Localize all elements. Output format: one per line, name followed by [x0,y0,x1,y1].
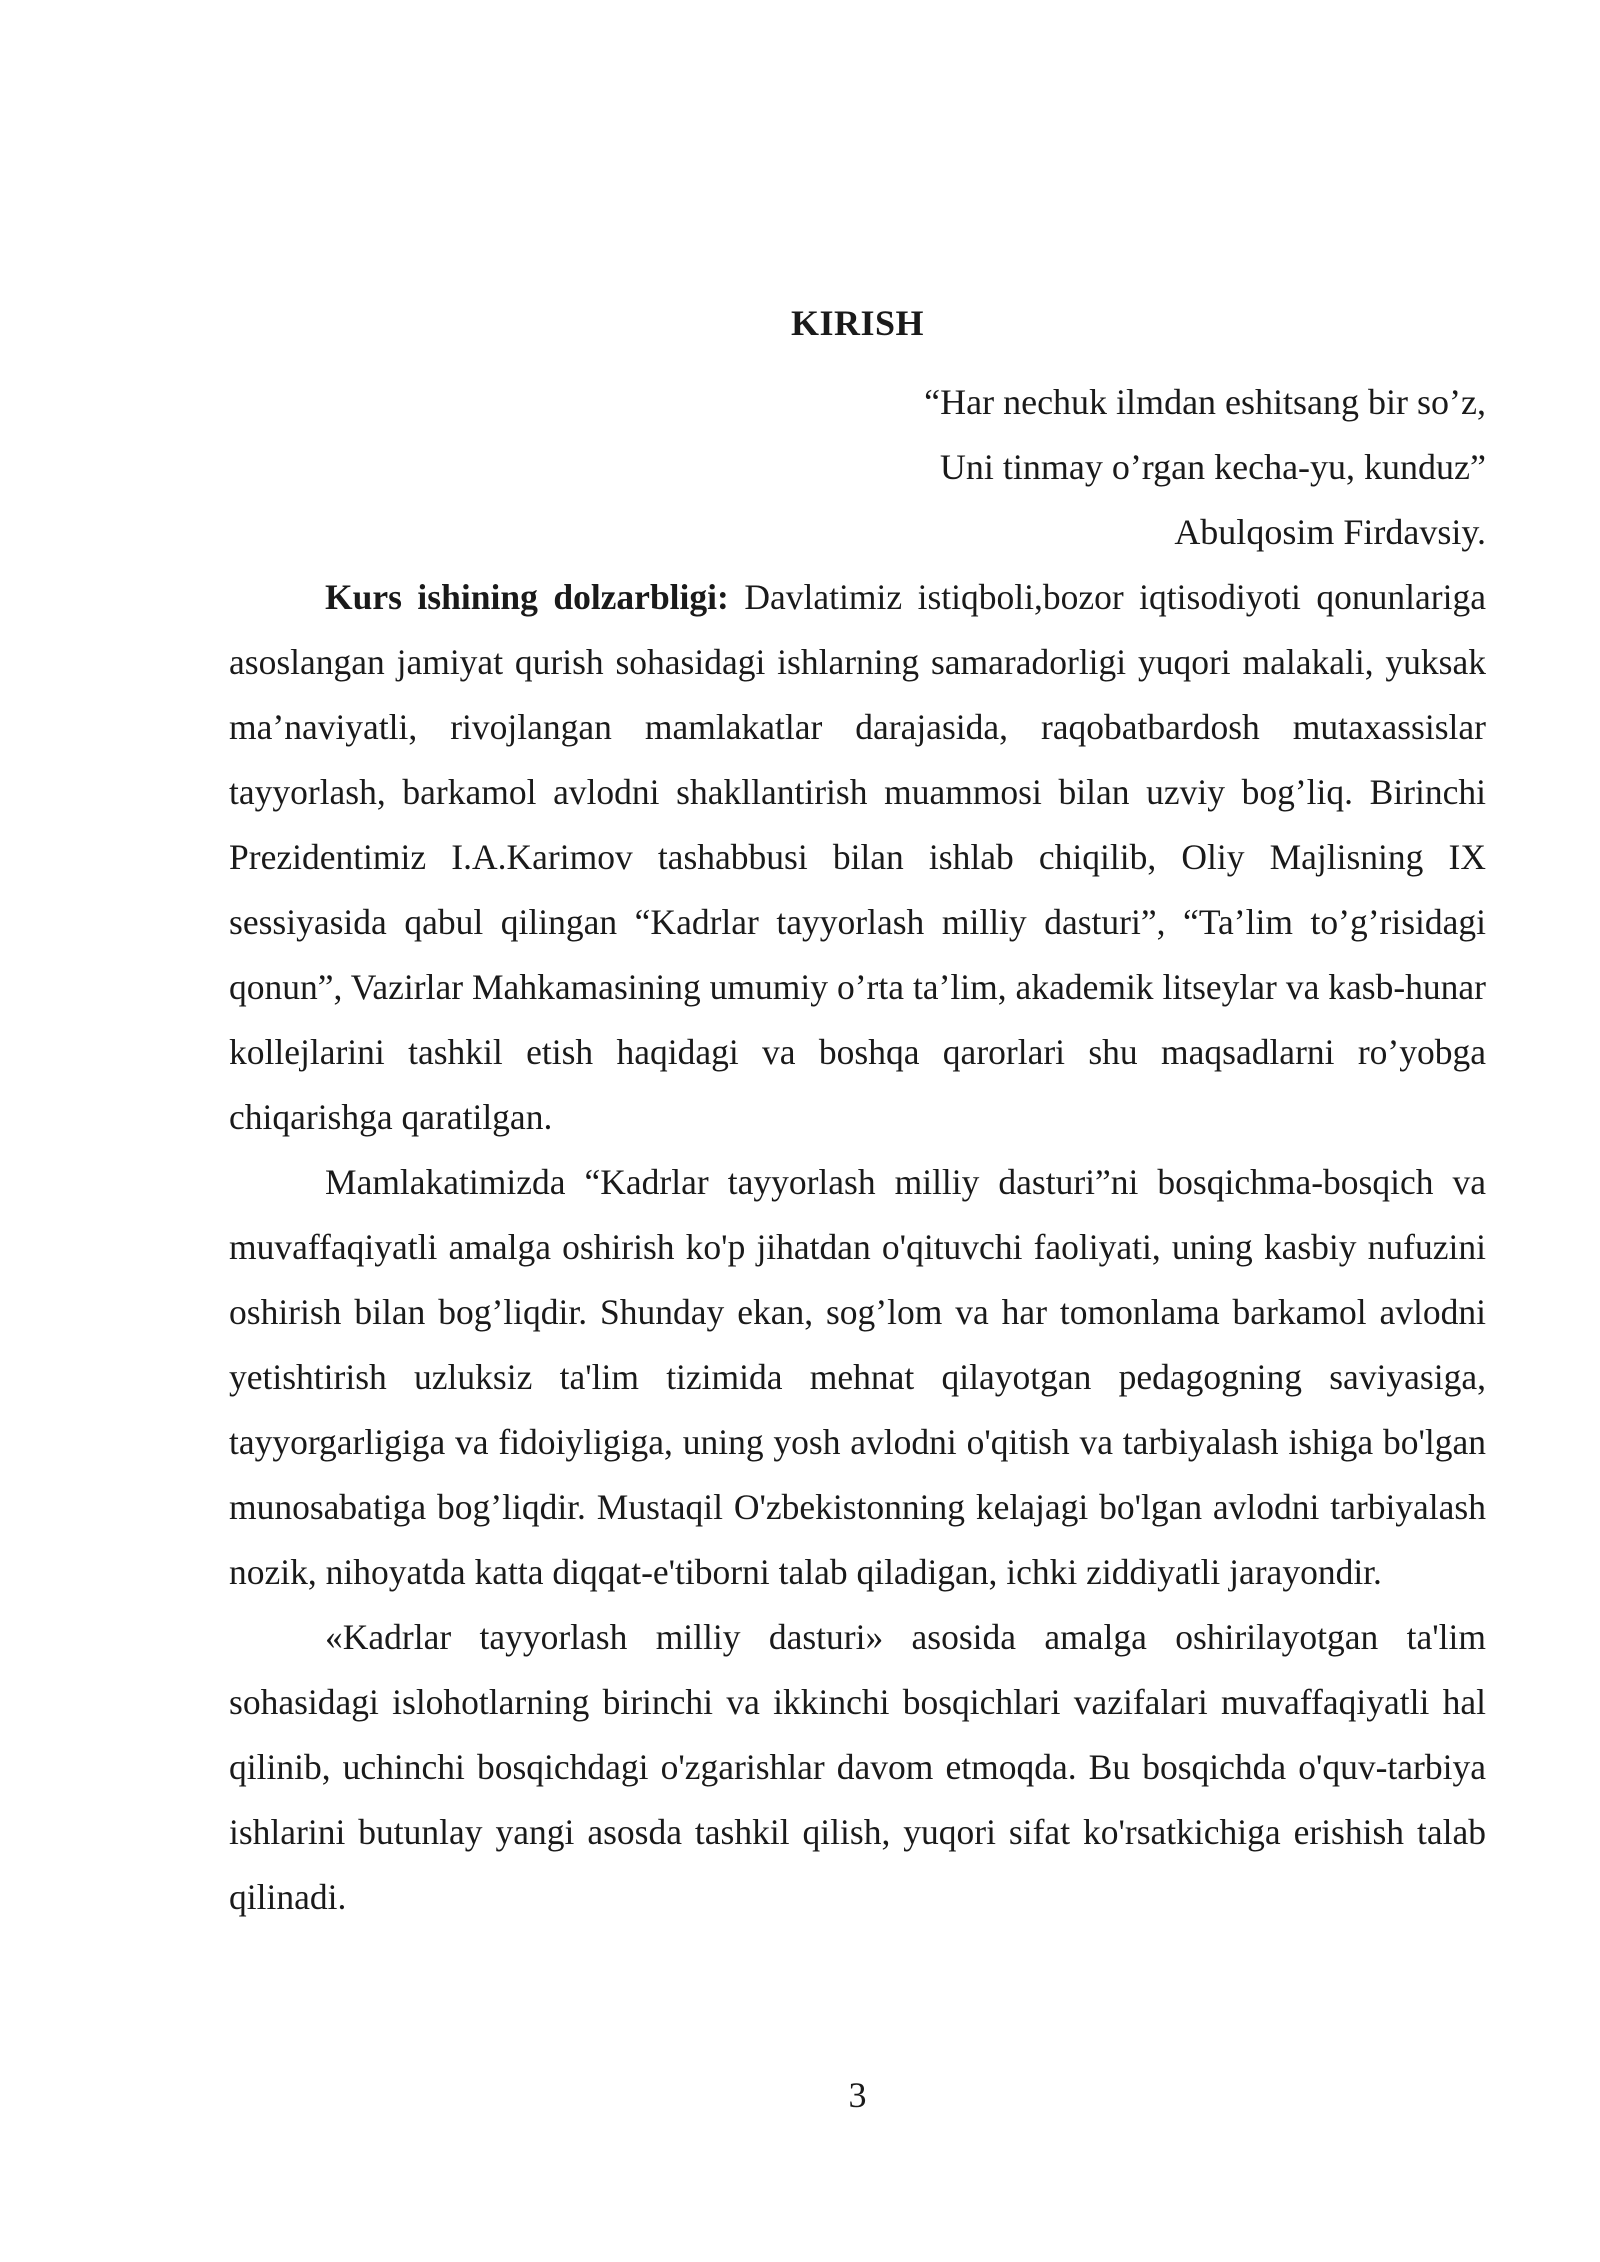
paragraph-text: Mamlakatimizda “Kadrlar tayyorlash milliy dasturi”ni bosqichma-bosqich va muvaffaqiyatli amalga oshirish ko'p jihatdan o'qituvchi faoliyati, uning kasbiy nufuzini oshirish bilan bog’liqdir. Shunday ekan, sog’lom va har tomonlama barkamol avlodni yetishtirish uzluksiz ta'lim tizimida mehnat qilayotgan pedagogning saviyasiga, tayyorgarligiga va fidoiyligiga, uning yosh avlodni o'qitish va tarbiyalash ishiga bo'lgan munosabatiga bog’liqdir. Mustaqil O'zbekistonning kelajagi bo'lgan avlodni tarbiyalash nozik, nihoyatda katta diqqat-e'tiborni talab qiladigan, ichki ziddiyatli jarayondir. [229,1162,1486,1592]
page-number: 3 [848,2075,867,2115]
paragraph [229,1150,1486,1605]
epigraph-line: “Har nechuk ilmdan eshitsang bir so’z, [924,382,1486,422]
paragraph-lead: Kurs ishining dolzarbligi: [325,577,729,617]
epigraph [924,370,1486,565]
paragraph-text: «Kadrlar tayyorlash milliy dasturi» asosida amalga oshirilayotgan ta'lim sohasidagi islohotlarning birinchi va ikkinchi bosqichlari vazifalari muvaffaqiyatli hal qilinib, uchinchi bosqichdagi o'zgarishlar davom etmoqda. Bu bosqichda o'quv-tarbiya ishlarini butunlay yangi asosda tashkil qilish, yuqori sifat ko'rsatkichiga erishish talab qilinadi. [229,1617,1486,1917]
epigraph-line: Uni tinmay o’rgan kecha-yu, kunduz” [939,447,1486,487]
page-title: KIRISH [790,303,925,343]
paragraph [229,1605,1486,1930]
paragraph [229,565,1486,1150]
paragraph-text: Davlatimiz istiqboli,bozor iqtisodiyoti qonunlariga asoslangan jamiyat qurish sohasidagi ishlarning samaradorligi yuqori malakali, yuksak ma’naviyatli, rivojlangan mamlakatlar darajasida, raqobatbardosh mutaxassislar tayyorlash, barkamol avlodni shakllantirish muammosi bilan uzviy bog’liq. Birinchi Prezidentimiz I.A.Karimov tashabbusi bilan ishlab chiqilib, Oliy Majlisning IX sessiyasida qabul qilingan “Kadrlar tayyorlash milliy dasturi”, “Ta’lim to’g’risidagi qonun”, Vazirlar Mahkamasining umumiy o’rta ta’lim, akademik litseylar va kasb-hunar kollejlarini tashkil etish haqidagi va boshqa qarorlari shu maqsadlarni ro’yobga chiqarishga qaratilgan. [229,577,1486,1137]
body-text [229,565,1486,1930]
epigraph-author: Abulqosim Firdavsiy. [1174,512,1486,552]
